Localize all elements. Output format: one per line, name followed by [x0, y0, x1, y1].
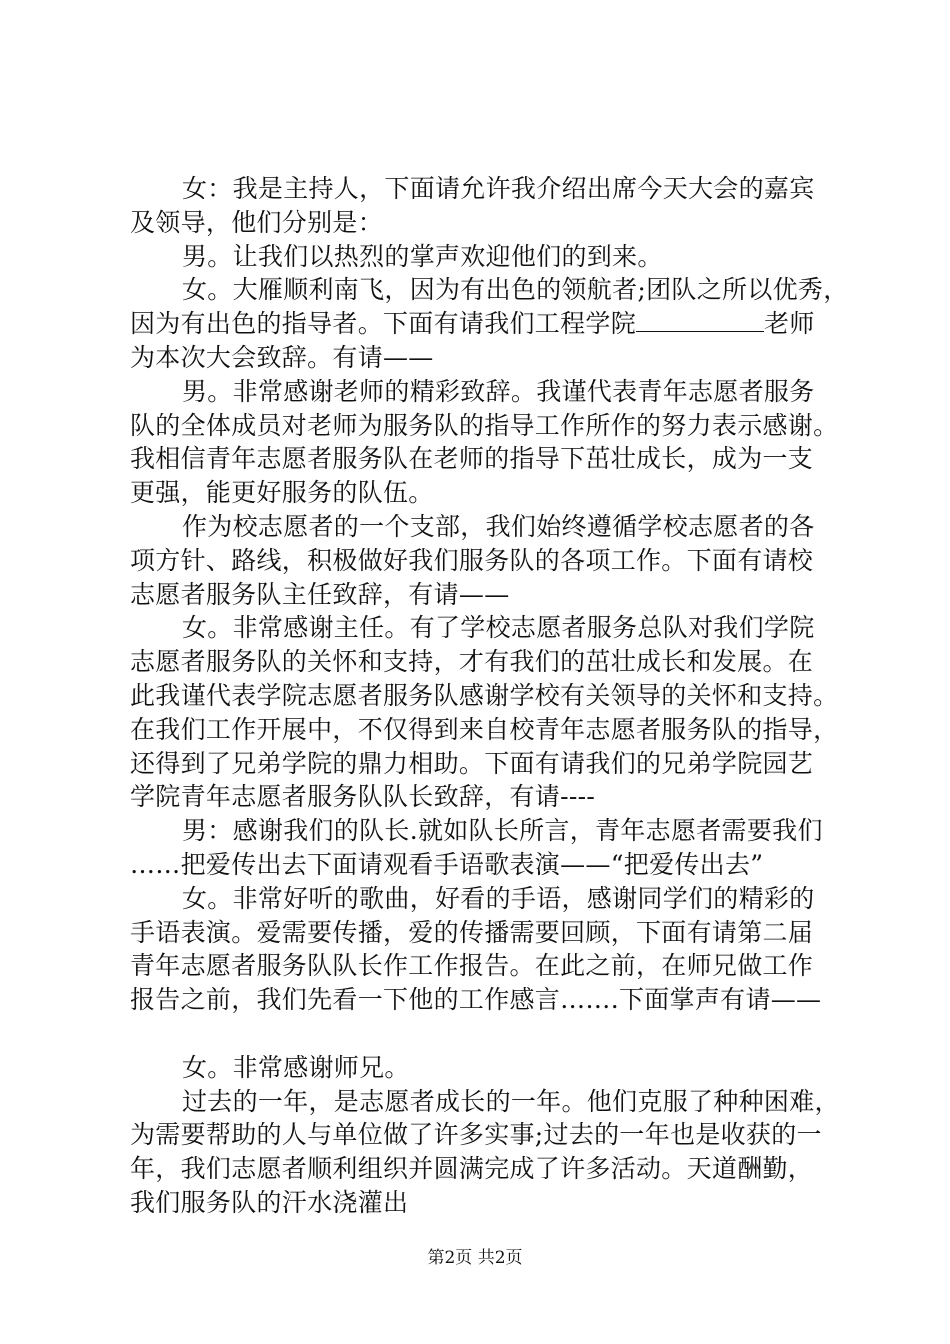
text-line: 青年志愿者服务队队长作工作报告。在此之前，在师兄做工作 — [130, 951, 814, 981]
text-line: 男：感谢我们的队长.就如队长所言，青年志愿者需要我们 — [182, 816, 823, 846]
text-line: 年，我们志愿者顺利组织并圆满完成了许多活动。天道酬勤， — [130, 1154, 814, 1184]
text-line: 过去的一年，是志愿者成长的一年。他们克服了种种困难， — [182, 1086, 840, 1116]
page-number: 第2页 共2页 — [427, 1248, 523, 1268]
document-body — [130, 172, 849, 1220]
text-line: ……把爱传出去下面请观看手语歌表演——“把爱传出去” — [130, 849, 764, 879]
text-line: 男。非常感谢老师的精彩致辞。我谨代表青年志愿者服务 — [182, 376, 815, 406]
text-line: 男。让我们以热烈的掌声欢迎他们的到来。 — [182, 241, 663, 271]
text-line: 女：我是主持人，下面请允许我介绍出席今天大会的嘉宾 — [182, 174, 815, 203]
text-line: 为需要帮助的人与单位做了许多实事;过去的一年也是收获的一 — [130, 1120, 822, 1150]
text-line: 志愿者服务队主任致辞，有请—— — [130, 579, 510, 609]
text-line: 报告之前，我们先看一下他的工作感言…….下面掌声有请—— — [130, 985, 822, 1015]
text-line: 在我们工作开展中，不仅得到来自校青年志愿者服务队的指导， — [130, 714, 839, 744]
text-segment: 老师 — [764, 309, 815, 339]
text-line: 还得到了兄弟学院的鼎力相助。下面有请我们的兄弟学院园艺 — [130, 748, 814, 778]
text-line: 女。大雁顺利南飞，因为有出色的领航者;团队之所以优秀， — [182, 275, 849, 305]
text-segment: 因为有出色的指导者。下面有请我们工程学院 — [130, 309, 637, 339]
text-line: 及领导，他们分别是： — [130, 207, 384, 237]
text-line — [130, 307, 830, 341]
text-line: 我相信青年志愿者服务队在老师的指导下茁壮成长，成为一支 — [130, 444, 814, 474]
text-line: 更强，能更好服务的队伍。 — [130, 478, 434, 508]
page-footer — [0, 1243, 950, 1268]
text-line: 女。非常好听的歌曲，好看的手语，感谢同学们的精彩的 — [182, 883, 815, 913]
text-line: 作为校志愿者的一个支部，我们始终遵循学校志愿者的各 — [182, 511, 815, 541]
paragraph-gap — [130, 1017, 830, 1051]
text-line: 志愿者服务队的关怀和支持，才有我们的茁壮成长和发展。在 — [130, 647, 814, 677]
text-line: 女。非常感谢主任。有了学校志愿者服务总队对我们学院 — [182, 613, 815, 643]
text-line: 女。非常感谢师兄。 — [182, 1052, 410, 1082]
text-line: 队的全体成员对老师为服务队的指导工作所作的努力表示感谢。 — [130, 410, 839, 440]
text-line: 为本次大会致辞。有请—— — [130, 342, 434, 372]
text-line: 学院青年志愿者服务队队长致辞，有请---- — [130, 782, 596, 812]
text-line: 项方针、路线，积极做好我们服务队的各项工作。下面有请校 — [130, 545, 814, 575]
text-line: 此我谨代表学院志愿者服务队感谢学校有关领导的关怀和支持。 — [130, 680, 839, 710]
text-line: 我们服务队的汗水浇灌出 — [130, 1187, 409, 1217]
text-line: 手语表演。爱需要传播，爱的传播需要回顾，下面有请第二届 — [130, 917, 814, 947]
fill-in-blank — [636, 307, 764, 332]
